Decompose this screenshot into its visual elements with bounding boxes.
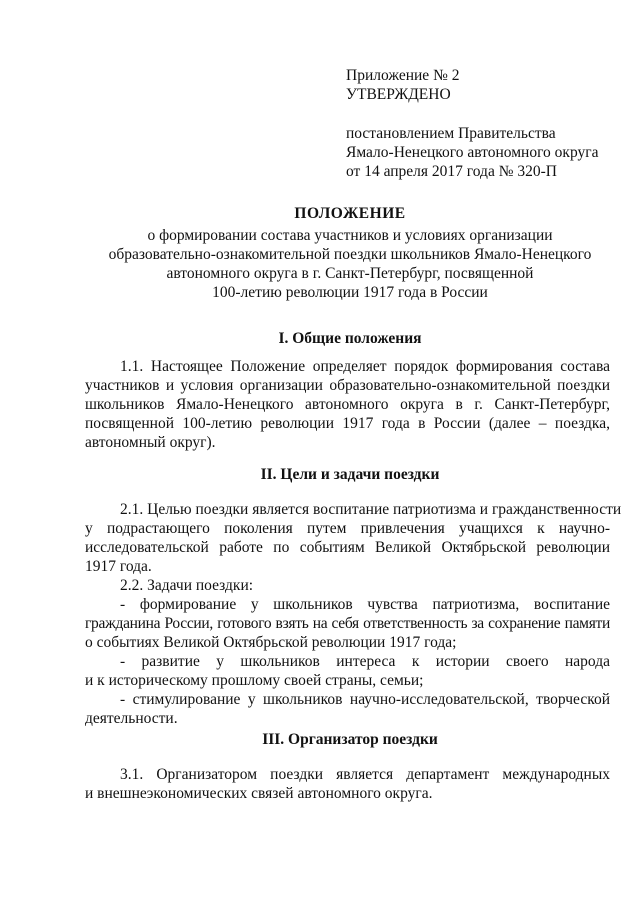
text-line: посвященной 100-летию революции 1917 года в России (далее – поездка, bbox=[85, 415, 610, 432]
text-line: 1.1. Настоящее Положение определяет порядок формирования состава bbox=[120, 358, 610, 375]
title-line-4: 100-летию революции 1917 года в России bbox=[212, 284, 488, 301]
approval-line-2: Ямало-Ненецкого автономного округа bbox=[346, 144, 599, 161]
approval-line-3: от 14 апреля 2017 года № 320-П bbox=[346, 163, 557, 180]
text-line: 1917 года. bbox=[85, 558, 152, 575]
section-3-paragraph-1 bbox=[85, 765, 610, 803]
text-line: - стимулирование у школьников научно-исследовательской, творческой bbox=[120, 691, 610, 708]
section-1-paragraph-1 bbox=[85, 357, 610, 452]
section-2-paragraph-4 bbox=[85, 652, 610, 690]
text-line: у подрастающего поколения путем привлечения учащихся к научно- bbox=[85, 520, 610, 537]
text-line: автономный округ). bbox=[85, 434, 216, 451]
title-line-2: образовательно-ознакомительной поездки школьников Ямало-Ненецкого bbox=[108, 246, 592, 263]
section-2-title: II. Цели и задачи поездки bbox=[260, 466, 440, 483]
text-line: 2.1. Целью поездки является воспитание патриотизма и гражданственности bbox=[120, 501, 622, 518]
approval-block bbox=[346, 66, 616, 181]
section-1-title: I. Общие положения bbox=[278, 330, 422, 347]
section-3-title: III. Организатор поездки bbox=[262, 731, 438, 748]
text-line: исследовательской работе по событиям Великой Октябрьской революции bbox=[85, 539, 610, 556]
text-line: гражданина России, готового взять на себя ответственность за сохранение памяти bbox=[85, 615, 610, 632]
text-line: 3.1. Организатором поездки является департамент международных bbox=[120, 766, 610, 783]
approval-line-1: постановлением Правительства bbox=[346, 125, 556, 142]
section-2-paragraph-1 bbox=[85, 500, 622, 576]
text-line: - развитие у школьников интереса к истории своего народа bbox=[120, 653, 610, 670]
text-line: школьников Ямало-Ненецкого автономного округа в г. Санкт-Петербург, bbox=[85, 396, 610, 413]
section-2-paragraph-3 bbox=[85, 595, 610, 652]
title-line-1: о формировании состава участников и условиях организации bbox=[147, 227, 553, 244]
approved-label: УТВЕРЖДЕНО bbox=[346, 86, 451, 103]
text-line: о событиях Великой Октябрьской революции 1917 года; bbox=[85, 634, 457, 651]
text-line: участников и условия организации образовательно-ознакомительной поездки bbox=[85, 377, 610, 394]
section-2-paragraph-5 bbox=[85, 690, 610, 728]
text-line: и к историческому прошлому своей страны, семьи; bbox=[85, 672, 424, 689]
text-line: 2.2. Задачи поездки: bbox=[120, 577, 254, 594]
appendix-label: Приложение № 2 bbox=[346, 67, 460, 84]
document-title-block bbox=[70, 204, 630, 302]
title-line-3: автономного округа в г. Санкт-Петербург, посвященной bbox=[166, 265, 534, 282]
text-line: - формирование у школьников чувства патриотизма, воспитание bbox=[120, 596, 610, 613]
section-2-paragraph-2 bbox=[85, 576, 610, 595]
text-line: и внешнеэкономических связей автономного округа. bbox=[85, 785, 433, 802]
document-heading: ПОЛОЖЕНИЕ bbox=[294, 205, 406, 222]
text-line: деятельности. bbox=[85, 710, 178, 727]
